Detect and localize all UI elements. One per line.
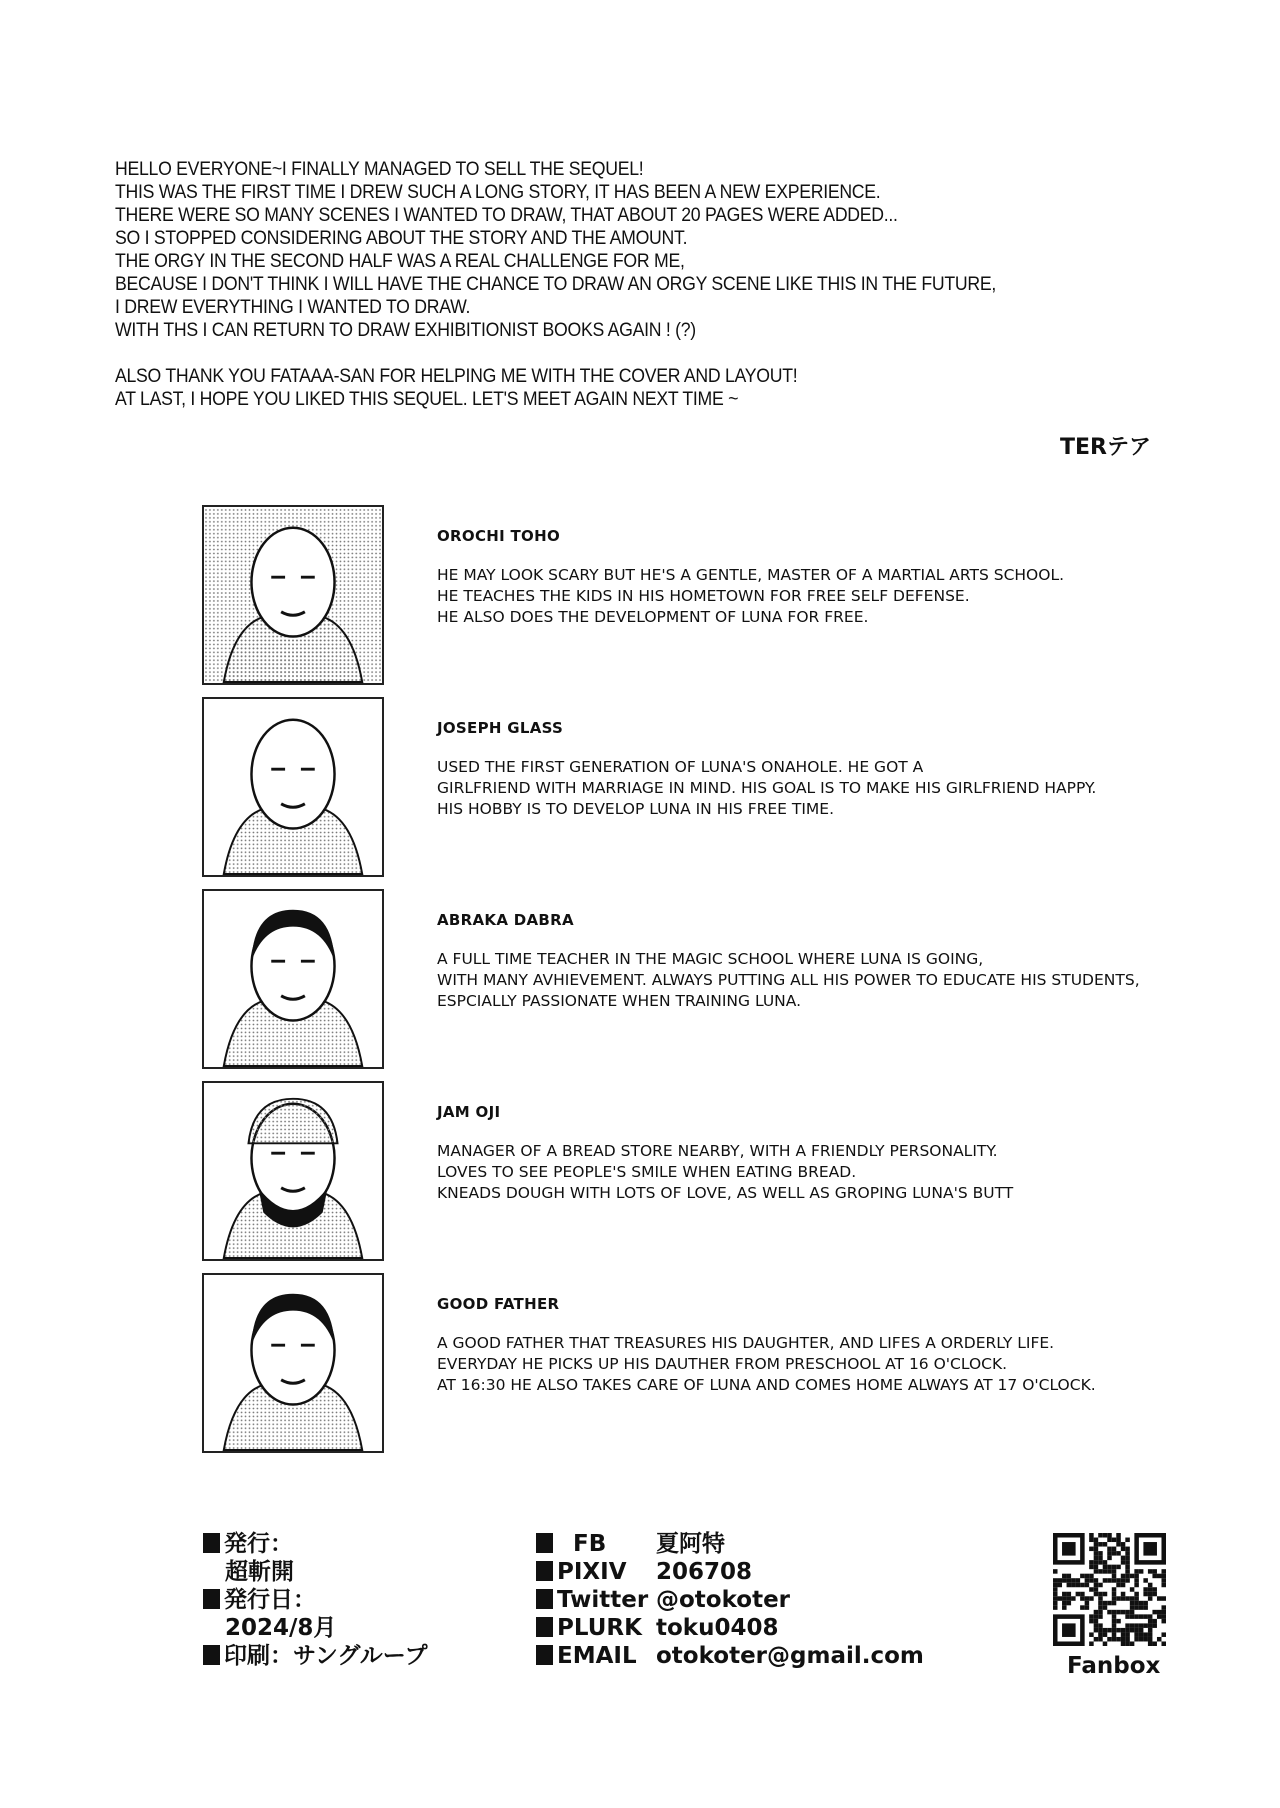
- afterword-line: BECAUSE I DON'T THINK I WILL HAVE THE CHANCE TO DRAW AN ORGY SCENE LIKE THIS IN THE FUTURE,: [115, 274, 996, 295]
- bullet-square-icon: [203, 1533, 220, 1553]
- contacts: [536, 1530, 924, 1670]
- bullet-square-icon: [203, 1645, 220, 1665]
- afterword-line: I DREW EVERYTHING I WANTED TO DRAW.: [115, 297, 471, 318]
- bullet-square-icon: [536, 1645, 553, 1665]
- description-line: GIRLFRIEND WITH MARRIAGE IN MIND. HIS GOAL IS TO MAKE HIS GIRLFRIEND HAPPY.: [437, 779, 1097, 797]
- contact-pixiv: [536, 1558, 924, 1586]
- description-line: WITH MANY AVHIEVEMENT. ALWAYS PUTTING ALL HIS POWER TO EDUCATE HIS STUDENTS,: [437, 971, 1140, 989]
- bullet-square-icon: [203, 1589, 220, 1609]
- publish-date: 2024/8月: [225, 1615, 337, 1641]
- description-line: MANAGER OF A BREAD STORE NEARBY, WITH A FRIENDLY PERSONALITY.: [437, 1142, 998, 1160]
- contact-twitter: [536, 1586, 924, 1614]
- character-entry: [202, 1273, 1262, 1453]
- afterword-line: HELLO EVERYONE~I FINALLY MANAGED TO SELL THE SEQUEL!: [115, 159, 644, 180]
- character-description: [437, 949, 1140, 1012]
- contact-plurk: [536, 1614, 924, 1642]
- character-description: [437, 757, 1096, 820]
- printer: 印刷：サングループ: [224, 1643, 428, 1669]
- contact-label: Twitter: [557, 1587, 649, 1613]
- character-name: ABRAKA DABRA: [437, 911, 574, 929]
- description-line: HE MAY LOOK SCARY BUT HE'S A GENTLE, MASTER OF A MARTIAL ARTS SCHOOL.: [437, 566, 1065, 584]
- character-entry: [202, 697, 1262, 877]
- afterword-line: THERE WERE SO MANY SCENES I WANTED TO DRAW, THAT ABOUT 20 PAGES WERE ADDED...: [115, 205, 898, 226]
- afterword-line: AT LAST, I HOPE YOU LIKED THIS SEQUEL. LET'S MEET AGAIN NEXT TIME ~: [115, 389, 739, 410]
- afterword-line: THIS WAS THE FIRST TIME I DREW SUCH A LONG STORY, IT HAS BEEN A NEW EXPERIENCE.: [115, 182, 881, 203]
- character-name: JAM OJI: [437, 1103, 501, 1121]
- publisher-label: 発行：: [224, 1531, 293, 1557]
- contact-label: EMAIL: [557, 1643, 637, 1669]
- qr-caption: Fanbox: [1067, 1653, 1161, 1679]
- afterword-line: SO I STOPPED CONSIDERING ABOUT THE STORY AND THE AMOUNT.: [115, 228, 688, 249]
- contact-value: otokoter@gmail.com: [656, 1643, 924, 1669]
- contact-label: FB: [573, 1531, 607, 1557]
- contact-label: PIXIV: [557, 1559, 627, 1585]
- contact-value: @otokoter: [656, 1587, 791, 1613]
- contact-value: 夏阿特: [656, 1531, 725, 1557]
- character-portrait: [202, 697, 384, 877]
- description-line: ESPCIALLY PASSIONATE WHEN TRAINING LUNA.: [437, 992, 802, 1010]
- character-name: JOSEPH GLASS: [437, 719, 564, 737]
- fanbox-qr-code[interactable]: [1053, 1533, 1166, 1646]
- publisher: 超斬開: [225, 1559, 294, 1585]
- bullet-square-icon: [536, 1533, 553, 1553]
- bullet-square-icon: [536, 1589, 553, 1609]
- afterword-line: WITH THS I CAN RETURN TO DRAW EXHIBITIONIST BOOKS AGAIN ! (?): [115, 320, 696, 341]
- description-line: A FULL TIME TEACHER IN THE MAGIC SCHOOL WHERE LUNA IS GOING,: [437, 950, 984, 968]
- description-line: LOVES TO SEE PEOPLE'S SMILE WHEN EATING BREAD.: [437, 1163, 857, 1181]
- description-line: KNEADS DOUGH WITH LOTS OF LOVE, AS WELL AS GROPING LUNA'S BUTT: [437, 1184, 1014, 1202]
- date-label: 発行日：: [224, 1587, 316, 1613]
- contact-value: 206708: [656, 1559, 753, 1585]
- character-portrait: [202, 1081, 384, 1261]
- character-description: [437, 1333, 1096, 1396]
- description-line: EVERYDAY HE PICKS UP HIS DAUTHER FROM PRESCHOOL AT 16 O'CLOCK.: [437, 1355, 1008, 1373]
- character-name: GOOD FATHER: [437, 1295, 560, 1313]
- character-entry: [202, 505, 1262, 685]
- colophon: [203, 1530, 428, 1670]
- description-line: USED THE FIRST GENERATION OF LUNA'S ONAHOLE. HE GOT A: [437, 758, 924, 776]
- description-line: HIS HOBBY IS TO DEVELOP LUNA IN HIS FREE TIME.: [437, 800, 835, 818]
- character-description: [437, 1141, 1013, 1204]
- contact-email: [536, 1642, 924, 1670]
- character-portrait: [202, 505, 384, 685]
- author-signature: TERテア: [1060, 435, 1151, 460]
- afterword-text: [115, 158, 996, 411]
- afterword-line: THE ORGY IN THE SECOND HALF WAS A REAL CHALLENGE FOR ME,: [115, 251, 685, 272]
- contact-fb: [536, 1530, 924, 1558]
- bullet-square-icon: [536, 1561, 553, 1581]
- character-portrait: [202, 1273, 384, 1453]
- character-description: [437, 565, 1064, 628]
- description-line: AT 16:30 HE ALSO TAKES CARE OF LUNA AND COMES HOME ALWAYS AT 17 O'CLOCK.: [437, 1376, 1096, 1394]
- afterword-line: ALSO THANK YOU FATAAA-SAN FOR HELPING ME WITH THE COVER AND LAYOUT!: [115, 366, 798, 387]
- contact-label: PLURK: [557, 1615, 642, 1641]
- bullet-square-icon: [536, 1617, 553, 1637]
- description-line: HE ALSO DOES THE DEVELOPMENT OF LUNA FOR FREE.: [437, 608, 869, 626]
- character-entry: [202, 1081, 1262, 1261]
- contact-value: toku0408: [656, 1615, 779, 1641]
- character-portrait: [202, 889, 384, 1069]
- description-line: A GOOD FATHER THAT TREASURES HIS DAUGHTER, AND LIFES A ORDERLY LIFE.: [437, 1334, 1055, 1352]
- character-entry: [202, 889, 1262, 1069]
- description-line: HE TEACHES THE KIDS IN HIS HOMETOWN FOR FREE SELF DEFENSE.: [437, 587, 970, 605]
- character-name: OROCHI TOHO: [437, 527, 561, 545]
